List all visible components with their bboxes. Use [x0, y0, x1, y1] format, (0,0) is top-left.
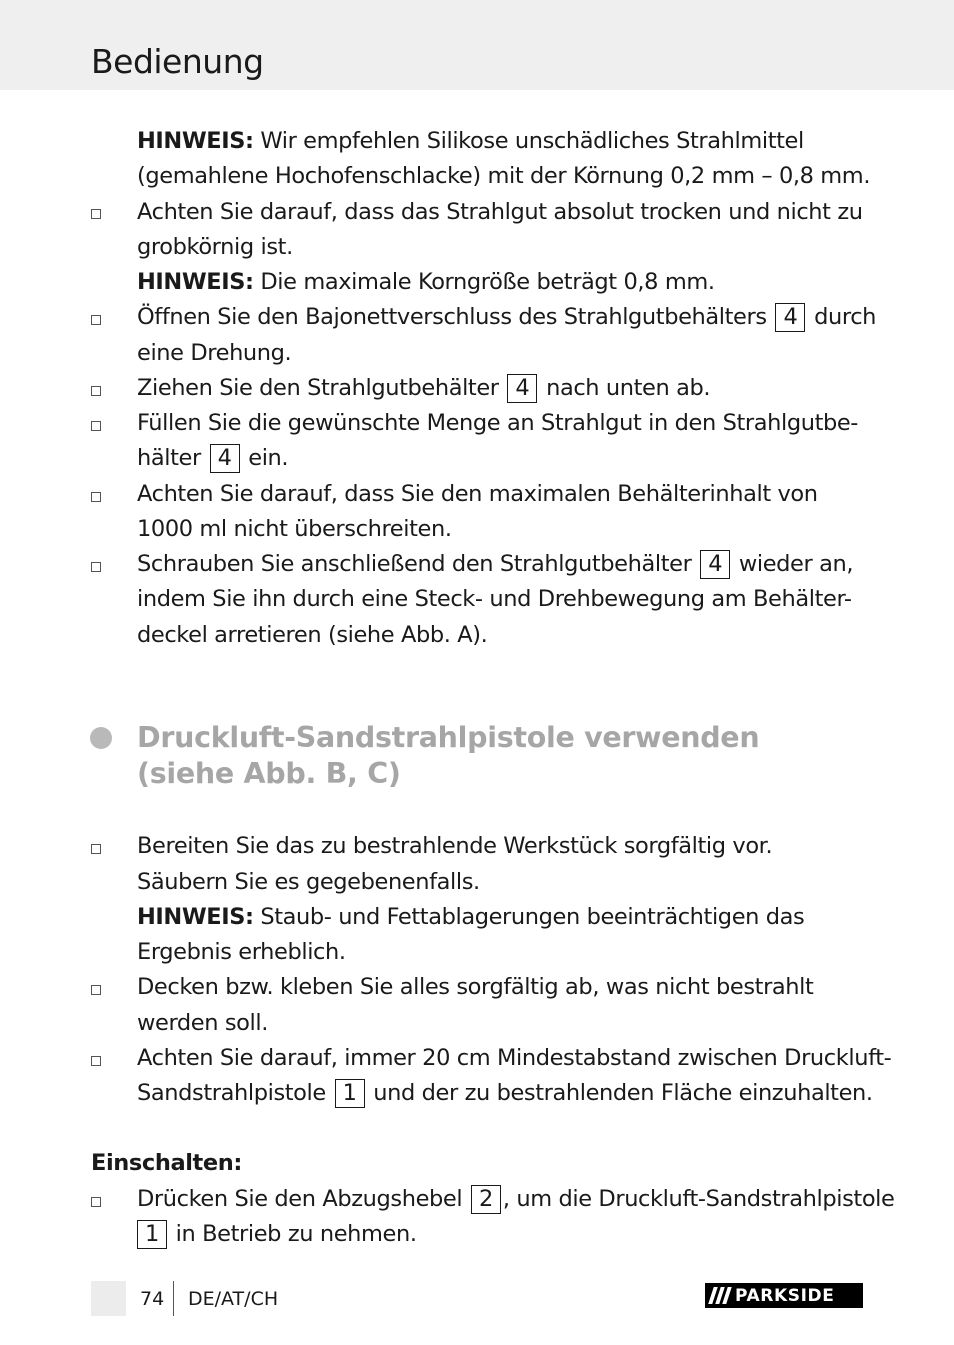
footer-box	[91, 1281, 126, 1316]
bullet-icon	[91, 844, 101, 854]
footer-divider	[173, 1281, 174, 1316]
list-item-text: 1000 ml nicht überschreiten.	[137, 516, 452, 542]
text-run: wieder an,	[732, 551, 854, 577]
section-title: (siehe Abb. B, C)	[137, 757, 401, 790]
list-item-text	[137, 1217, 417, 1252]
list-item-text: indem Sie ihn durch eine Steck- und Drehbewegung am Behälter-	[137, 586, 852, 612]
text-run: hälter	[137, 445, 208, 471]
bullet-icon	[91, 492, 101, 502]
part-reference-badge: 4	[775, 303, 805, 332]
text-run: ein.	[241, 445, 289, 471]
hinweis-label: HINWEIS:	[137, 269, 254, 295]
list-item-text: Achten Sie darauf, immer 20 cm Mindestabstand zwischen Druckluft-	[137, 1045, 892, 1071]
logo-stripes-icon	[705, 1283, 735, 1308]
text-run: Schrauben Sie anschließend den Strahlgutbehälter	[137, 551, 699, 577]
list-item-text	[137, 371, 710, 406]
text-run: , um die Druckluft-Sandstrahlpistole	[502, 1186, 895, 1212]
list-item-text: grobkörnig ist.	[137, 234, 293, 260]
hinweis-label: HINWEIS:	[137, 128, 254, 154]
hinweis-label: HINWEIS:	[137, 904, 254, 930]
text-run: durch	[807, 304, 877, 330]
list-item-text	[137, 441, 288, 476]
part-reference-badge: 4	[700, 550, 730, 579]
list-item-text: Füllen Sie die gewünschte Menge an Strahlgut in den Strahlgutbe-	[137, 410, 859, 436]
subsection-heading: Einschalten:	[91, 1150, 242, 1176]
list-item-text	[137, 547, 853, 582]
bullet-icon	[91, 1197, 101, 1207]
bullet-icon	[91, 562, 101, 572]
bullet-icon	[91, 985, 101, 995]
brand-name: PARKSIDE	[735, 1285, 835, 1306]
text-run: Sandstrahlpistole	[137, 1080, 333, 1106]
list-item-text: deckel arretieren (siehe Abb. A).	[137, 622, 488, 648]
parkside-logo	[705, 1283, 863, 1308]
section-bullet-icon	[90, 727, 112, 749]
hinweis-text: Die maximale Korngröße beträgt 0,8 mm.	[253, 269, 715, 295]
text-run: nach unten ab.	[539, 375, 711, 401]
hinweis-text: Wir empfehlen Silikose unschädliches Strahlmittel	[253, 128, 804, 154]
text-run: in Betrieb zu nehmen.	[168, 1221, 417, 1247]
language-codes: DE/AT/CH	[188, 1288, 279, 1310]
hinweis-line	[137, 265, 715, 300]
part-reference-badge: 4	[210, 444, 240, 473]
list-item-text	[137, 1076, 873, 1111]
list-item-text	[137, 1182, 894, 1217]
list-item-text: Säubern Sie es gegebenenfalls.	[137, 869, 480, 895]
bullet-icon	[91, 421, 101, 431]
list-item-text: eine Drehung.	[137, 340, 292, 366]
list-item-text: Bereiten Sie das zu bestrahlende Werkstück sorgfältig vor.	[137, 833, 773, 859]
bullet-icon	[91, 315, 101, 325]
list-item-text	[137, 300, 876, 335]
text-run: und der zu bestrahlenden Fläche einzuhalten.	[366, 1080, 873, 1106]
hinweis-text: (gemahlene Hochofenschlacke) mit der Körnung 0,2 mm – 0,8 mm.	[137, 163, 871, 189]
bullet-icon	[91, 1056, 101, 1066]
part-reference-badge: 4	[507, 374, 537, 403]
page-title: Bedienung	[91, 42, 264, 81]
part-reference-badge: 1	[335, 1079, 365, 1108]
part-reference-badge: 2	[471, 1185, 501, 1214]
bullet-icon	[91, 209, 101, 219]
text-run: Drücken Sie den Abzugshebel	[137, 1186, 469, 1212]
hinweis-line	[137, 124, 804, 159]
list-item-text: werden soll.	[137, 1010, 268, 1036]
text-run: Öffnen Sie den Bajonettverschluss des Strahlgutbehälters	[137, 304, 774, 330]
page-number: 74	[140, 1288, 165, 1310]
bullet-icon	[91, 386, 101, 396]
section-title: Druckluft-Sandstrahlpistole verwenden	[137, 721, 760, 754]
part-reference-badge: 1	[137, 1220, 167, 1249]
hinweis-line	[137, 900, 804, 935]
list-item-text: Achten Sie darauf, dass das Strahlgut absolut trocken und nicht zu	[137, 199, 863, 225]
text-run: Ziehen Sie den Strahlgutbehälter	[137, 375, 506, 401]
list-item-text: Decken bzw. kleben Sie alles sorgfältig ab, was nicht bestrahlt	[137, 974, 814, 1000]
hinweis-text: Ergebnis erheblich.	[137, 939, 346, 965]
list-item-text: Achten Sie darauf, dass Sie den maximalen Behälterinhalt von	[137, 481, 818, 507]
hinweis-text: Staub- und Fettablagerungen beeinträchtigen das	[253, 904, 805, 930]
